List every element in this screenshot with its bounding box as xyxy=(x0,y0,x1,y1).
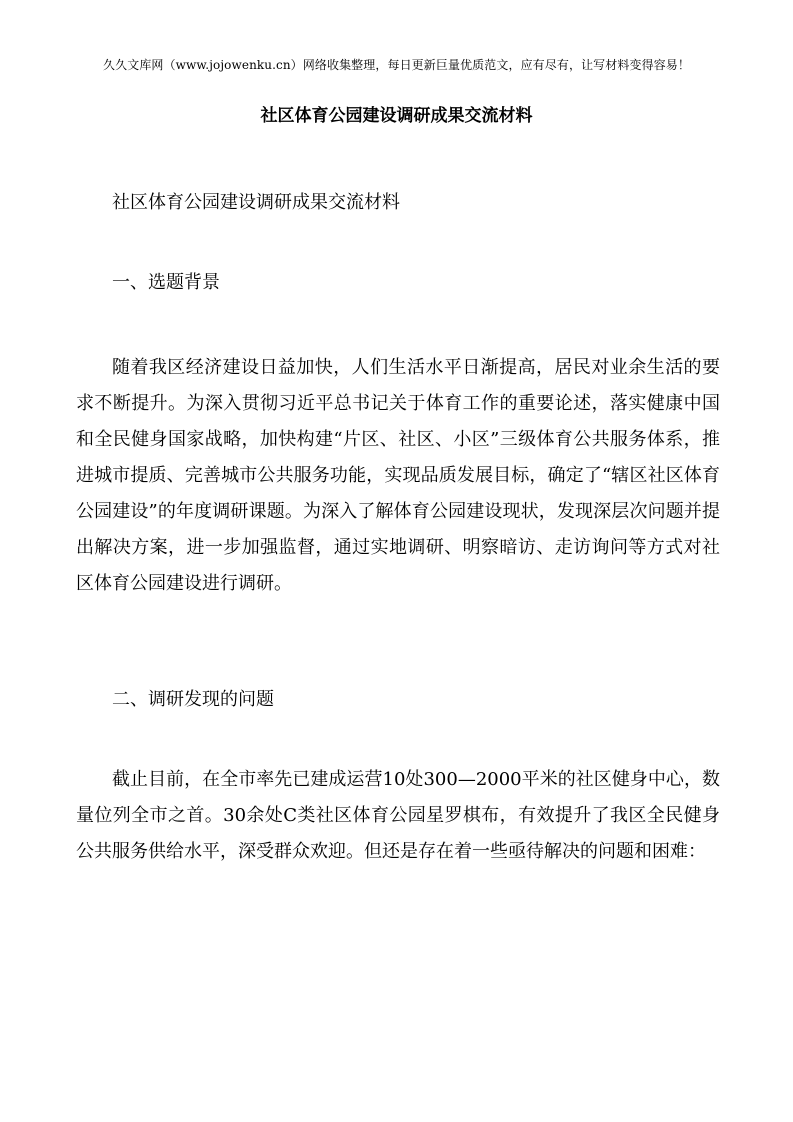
document-subtitle-block xyxy=(76,185,720,221)
section-1-heading-block xyxy=(76,265,720,301)
section-2-paragraph: 截止目前，在全市率先已建成运营10处300—2000平米的社区健身中心，数量位列全市之首。30余处C类社区体育公园星罗棋布，有效提升了我区全民健身公共服务供给水平，深受群众欢迎。但还是存在着一些亟待解决的问题和困难： xyxy=(76,769,720,862)
section-1-heading: 一、选题背景 xyxy=(112,272,220,293)
section-2-heading: 二、调研发现的问题 xyxy=(112,689,274,710)
document-title: 社区体育公园建设调研成果交流材料 xyxy=(260,106,533,126)
section-1-paragraph: 随着我区经济建设日益加快，人们生活水平日渐提高，居民对业余生活的要求不断提升。为深入贯彻习近平总书记关于体育工作的重要论述，落实健康中国和全民健身国家战略，加快构建“片区、社区、小区”三级体育公共服务体系，推进城市提质、完善城市公共服务功能，实现品质发展目标，确定了“辖区社区体育公园建设”的年度调研课题。为深入了解体育公园建设现状，发现深层次问题并提出解决方案，进一步加强监督，通过实地调研、明察暗访、走访询问等方式对社区体育公园建设进行调研。 xyxy=(76,357,720,594)
document-subtitle: 社区体育公园建设调研成果交流材料 xyxy=(112,192,400,213)
page-header-note: 久久文库网（www.jojowenku.cn）网络收集整理，每日更新巨量优质范文，应有尽有，让写材料变得容易！ xyxy=(103,58,690,72)
section-1-body-block xyxy=(76,350,720,602)
section-2-body-block xyxy=(76,762,720,870)
section-2-heading-block xyxy=(76,682,720,718)
